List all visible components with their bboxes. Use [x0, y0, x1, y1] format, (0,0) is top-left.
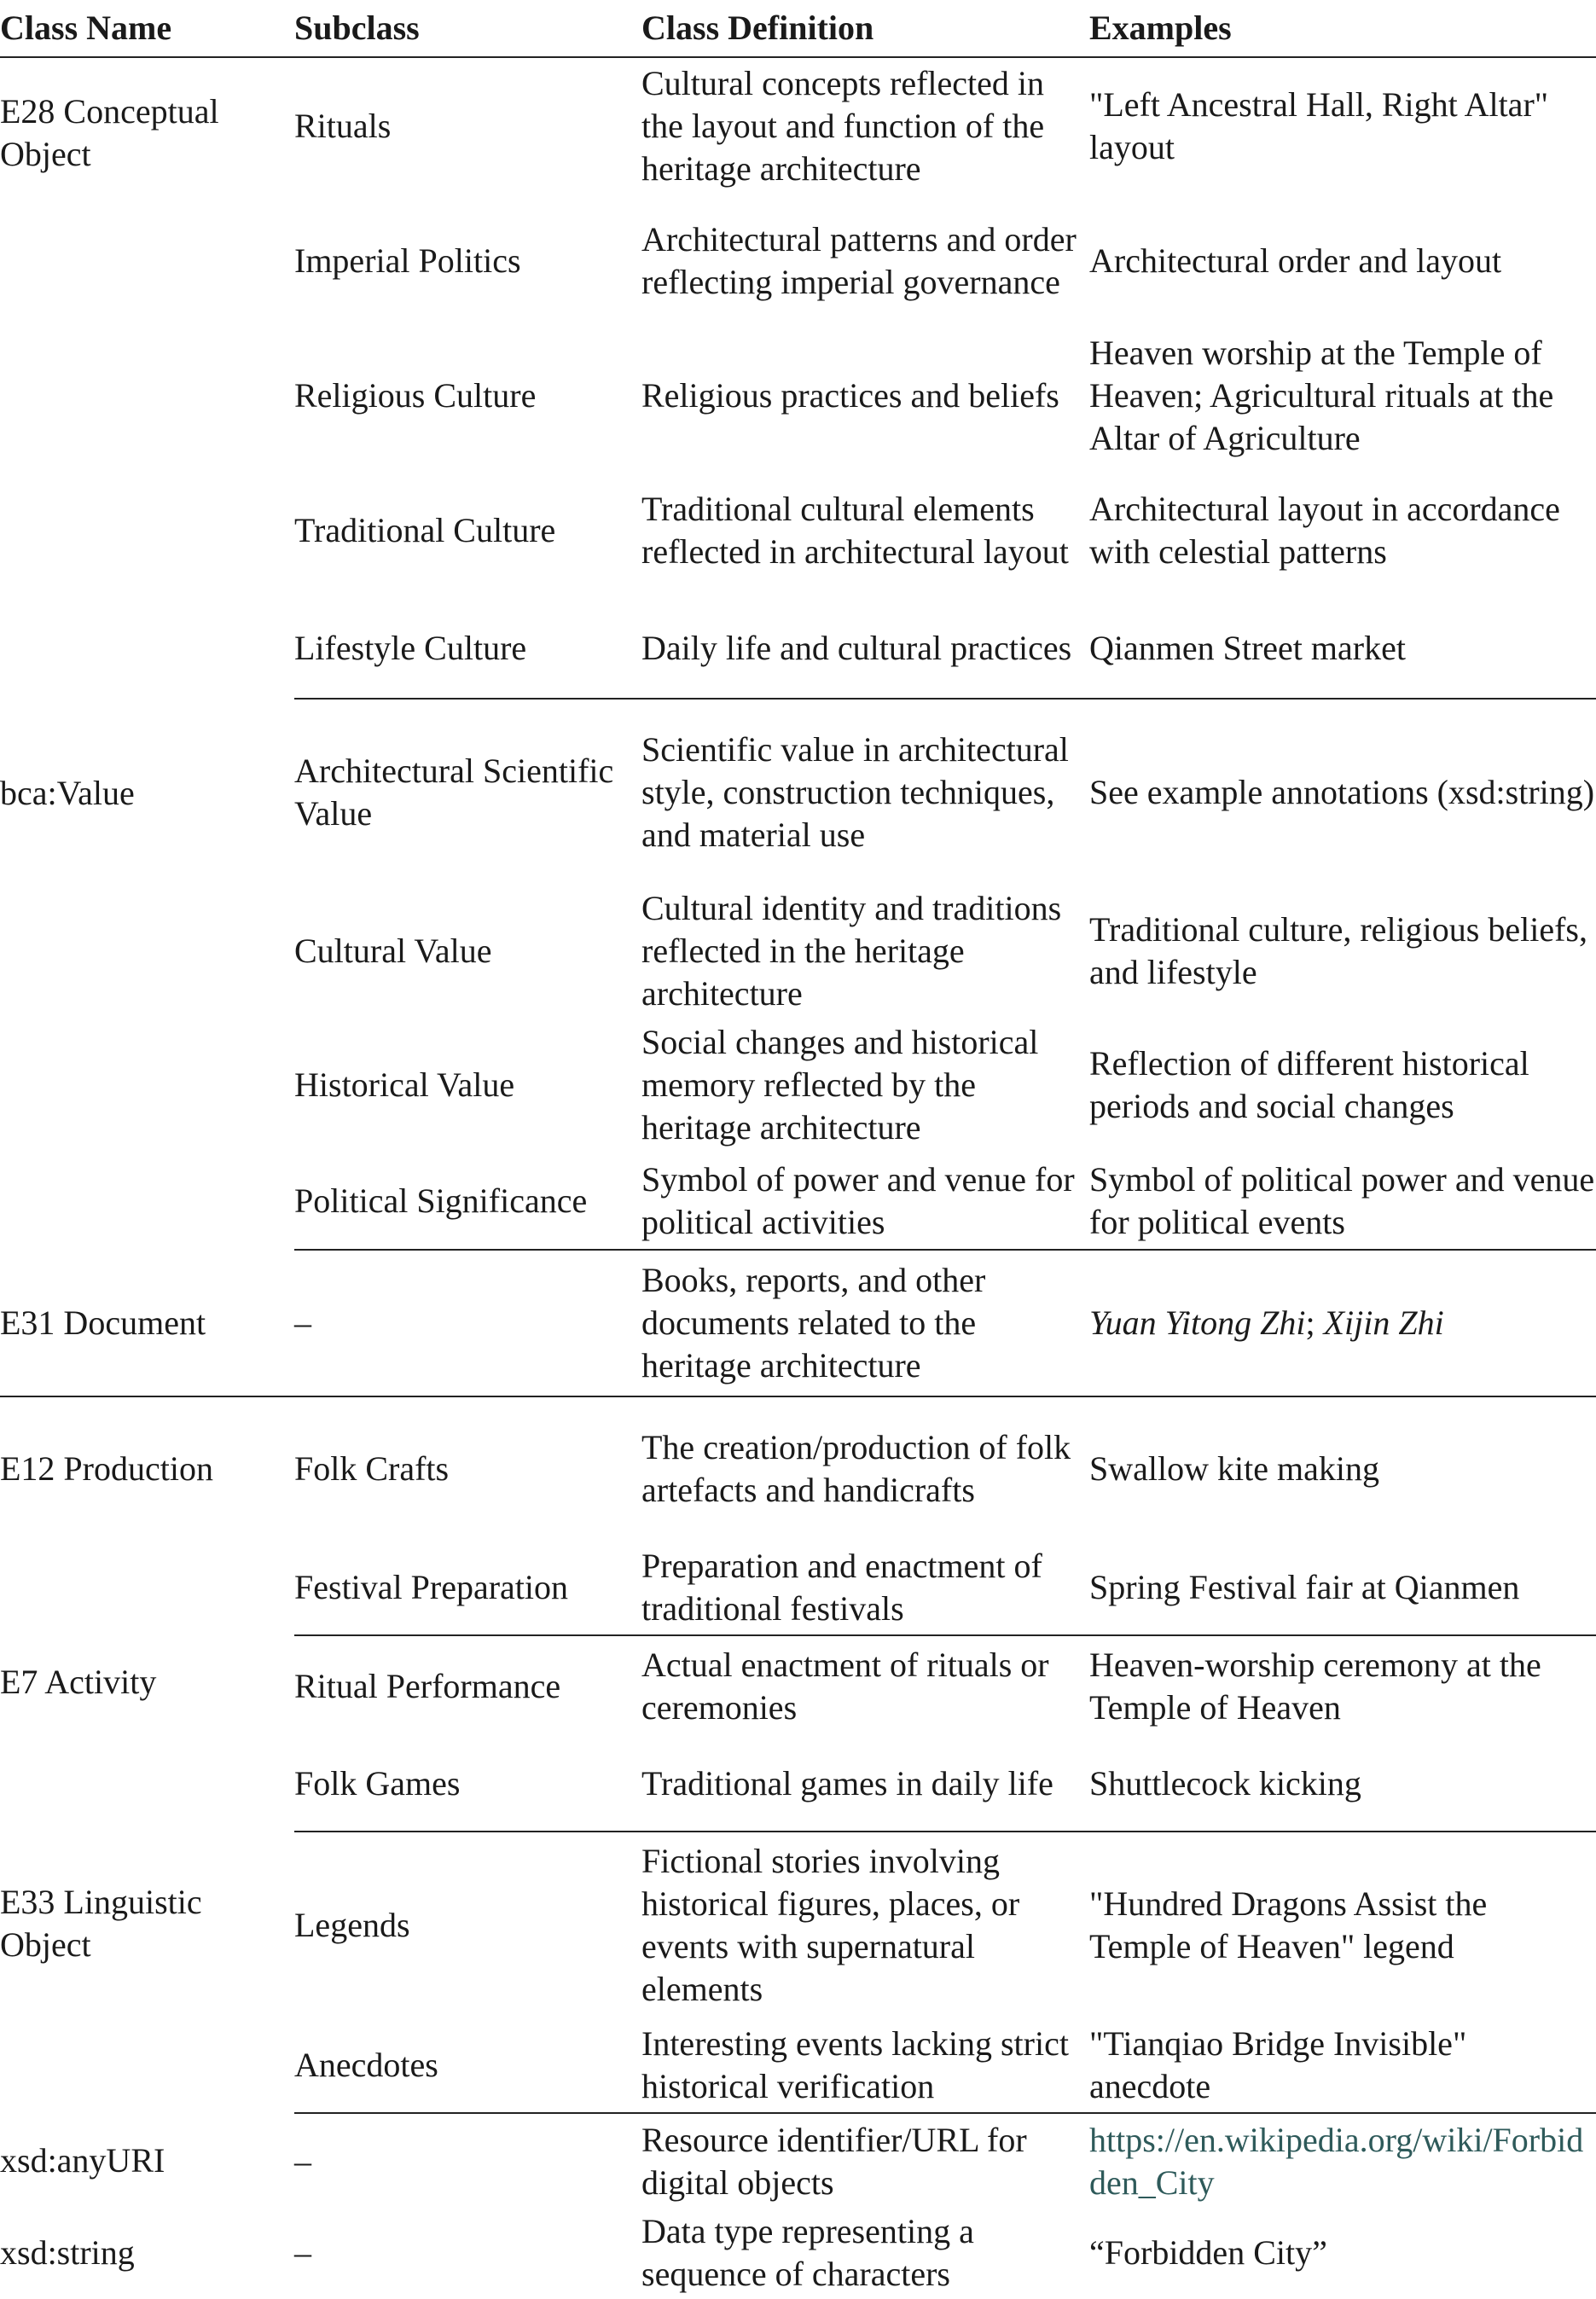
- example-cell: See example annotations (xsd:string): [1089, 772, 1595, 811]
- table-row: [0, 1635, 1596, 1736]
- subclass-cell: Festival Preparation: [294, 1540, 641, 1635]
- example-cell: Spring Festival fair at Qianmen: [1089, 1540, 1596, 1635]
- class-name-cell: xsd:string: [0, 2233, 135, 2272]
- subclass-cell: Traditional Culture: [294, 511, 556, 549]
- class-name-cell: E7 Activity: [0, 1663, 157, 1701]
- subclass-cell: Political Significance: [294, 1152, 641, 1250]
- example-cell: Swallow kite making: [1089, 1448, 1379, 1488]
- definition-cell: Cultural concepts reflected in the layout and function of the heritage architecture: [641, 63, 1045, 188]
- class-name-cell: bca:Value: [0, 774, 135, 812]
- subclass-cell: –: [294, 2141, 311, 2180]
- subclass-cell: Historical Value: [294, 1065, 515, 1104]
- definition-cell: Data type representing a sequence of characters: [641, 2212, 974, 2293]
- example-title-2: Xijin Zhi: [1323, 1303, 1444, 1342]
- subclass-cell: –: [294, 2233, 311, 2272]
- table-row: [0, 1396, 1596, 1540]
- example-cell: Architectural order and layout: [1089, 241, 1502, 280]
- definition-cell: Scientific value in architectural style, construction techniques, and material use: [641, 729, 1069, 854]
- definition-cell: Religious practices and beliefs: [641, 376, 1059, 415]
- definition-cell: Fictional stories involving historical figures, places, or events with supernatural elements: [641, 1841, 1020, 2008]
- class-name-cell: E33 Linguistic Object: [0, 1883, 202, 1964]
- header-class-name: Class Name: [0, 0, 294, 57]
- table-header-row: [0, 0, 1596, 57]
- example-cell: “Forbidden City”: [1089, 2233, 1327, 2272]
- definition-cell: Traditional games in daily life: [641, 1736, 1089, 1832]
- class-name-cell: xsd:anyURI: [0, 2141, 165, 2180]
- definition-cell: Preparation and enactment of traditional festivals: [641, 1540, 1089, 1635]
- table-row: [0, 1250, 1596, 1396]
- example-title-1: Yuan Yitong Zhi: [1089, 1303, 1306, 1342]
- example-cell: Architectural layout in accordance with celestial patterns: [1089, 490, 1560, 571]
- definition-cell: Interesting events lacking strict historical verification: [641, 2017, 1089, 2113]
- subclass-cell: –: [294, 1250, 641, 1396]
- example-cell: "Hundred Dragons Assist the Temple of Heaven" legend: [1089, 1884, 1488, 1965]
- example-cell: Reflection of different historical periods and social changes: [1089, 1044, 1529, 1125]
- definition-cell: Resource identifier/URL for digital objects: [641, 2120, 1027, 2202]
- definition-cell: Actual enactment of rituals or ceremonies: [641, 1645, 1049, 1727]
- subclass-cell: Rituals: [294, 106, 392, 145]
- class-name-cell: E31 Document: [0, 1250, 294, 1396]
- definition-cell: Cultural identity and traditions reflected in the heritage architecture: [641, 889, 1062, 1013]
- table-row: [0, 2209, 1596, 2297]
- definition-cell: Architectural patterns and order reflecting imperial governance: [641, 220, 1077, 301]
- example-link[interactable]: https://en.wikipedia.org/wiki/Forbidden_City: [1089, 2120, 1584, 2202]
- header-definition: Class Definition: [641, 0, 1089, 57]
- example-cell: [1089, 1250, 1596, 1396]
- example-cell: Symbol of political power and venue for political events: [1089, 1152, 1596, 1250]
- example-cell: Heaven worship at the Temple of Heaven; Agricultural rituals at the Altar of Agriculture: [1089, 334, 1554, 457]
- class-name-cell: E12 Production: [0, 1449, 213, 1488]
- definition-cell: Books, reports, and other documents related to the heritage architecture: [641, 1250, 1089, 1396]
- subclass-cell: Ritual Performance: [294, 1666, 561, 1705]
- example-cell: Qianmen Street market: [1089, 598, 1596, 699]
- example-cell: Shuttlecock kicking: [1089, 1736, 1596, 1832]
- subclass-cell: Imperial Politics: [294, 241, 521, 280]
- header-subclass: Subclass: [294, 0, 641, 57]
- subclass-cell: Folk Crafts: [294, 1448, 450, 1488]
- class-name-cell: E28 Conceptual Object: [0, 92, 219, 173]
- example-cell: "Left Ancestral Hall, Right Altar" layout: [1089, 84, 1549, 166]
- subclass-cell: Cultural Value: [294, 932, 492, 970]
- definition-cell: Daily life and cultural practices: [641, 598, 1089, 699]
- example-cell: [1089, 2113, 1596, 2209]
- example-cell: Traditional culture, religious beliefs, and lifestyle: [1089, 910, 1587, 991]
- subclass-cell: Lifestyle Culture: [294, 598, 641, 699]
- subclass-cell: Architectural Scientific Value: [294, 751, 614, 833]
- table-row: [0, 2113, 1596, 2209]
- definition-cell: Traditional cultural elements reflected in architectural layout: [641, 490, 1069, 571]
- definition-cell: Social changes and historical memory reflected by the heritage architecture: [641, 1023, 1039, 1147]
- table-row: [0, 1832, 1596, 2017]
- subclass-cell: Religious Culture: [294, 376, 537, 415]
- definition-cell: The creation/production of folk artefacts and handicrafts: [641, 1427, 1071, 1509]
- subclass-cell: Folk Games: [294, 1736, 641, 1832]
- example-separator: ;: [1305, 1303, 1324, 1342]
- table-row: [0, 57, 1596, 194]
- table-row: [0, 699, 1596, 885]
- example-cell: "Tianqiao Bridge Invisible" anecdote: [1089, 2017, 1596, 2113]
- definition-cell: Symbol of power and venue for political activities: [641, 1152, 1089, 1250]
- example-cell: Heaven-worship ceremony at the Temple of Heaven: [1089, 1645, 1541, 1727]
- header-examples: Examples: [1089, 0, 1596, 57]
- subclass-cell: Legends: [294, 1905, 410, 1944]
- subclass-cell: Anecdotes: [294, 2017, 641, 2113]
